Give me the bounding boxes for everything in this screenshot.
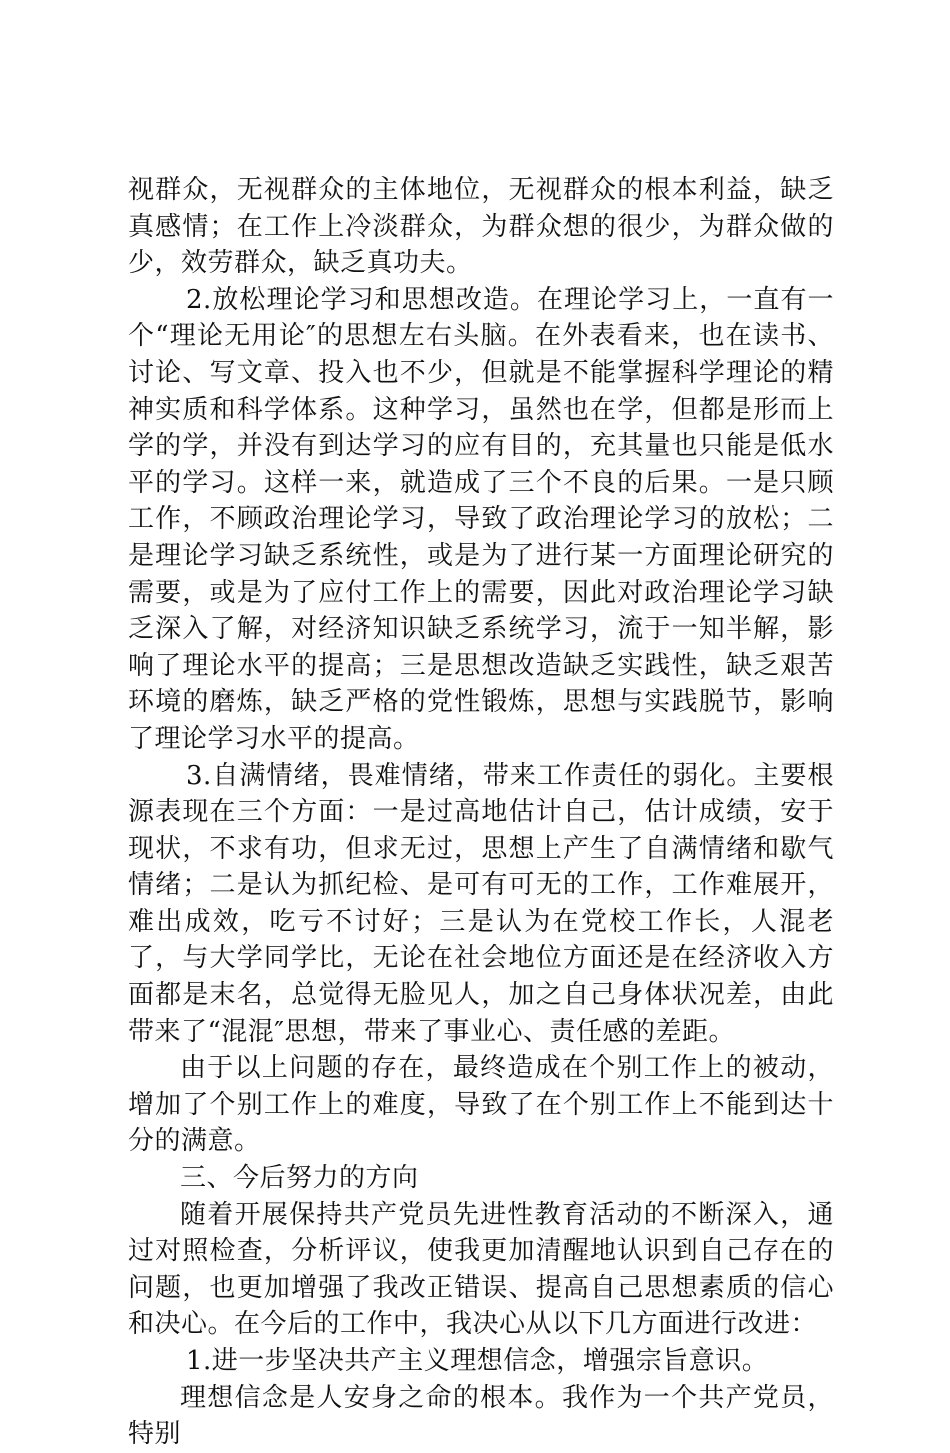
paragraph-continuation: 视群众，无视群众的主体地位，无视群众的根本利益，缺乏真感情；在工作上冷淡群众，为群众想的很少，为群众做的少，效劳群众，缺乏真功夫。 [128, 175, 834, 279]
section-heading: 三、今后努力的方向 [180, 1163, 419, 1194]
paragraph-intro: 随着开展保持共产党员先进性教育活动的不断深入，通过对照检查，分析评议，使我更加清醒地认识到自己存在的问题，也更加增强了我改正错误、提高自己思想素质的信心和决心。在今后的工作中，我决心从以下几方面进行改进： [128, 1199, 834, 1340]
body-text [128, 172, 834, 1453]
paragraph-item-1-body: 理想信念是人安身之命的根本。我作为一个共产党员，特别 [128, 1382, 834, 1450]
paragraph-item-3: 3.自满情绪，畏难情绪，带来工作责任的弱化。主要根源表现在三个方面：一是过高地估计自己，估计成绩，安于现状，不求有功，但求无过，思想上产生了自满情绪和歇气情绪；二是认为抓纪检、是可有可无的工作，工作难展开，难出成效，吃亏不讨好；三是认为在党校工作长，人混老了，与大学同学比，无论在社会地位方面还是在经济收入方面都是末名，总觉得无脸见人，加之自己身体状况差，由此带来了“混混″思想，带来了事业心、责任感的差距。 [128, 760, 834, 1047]
paragraph-item-1-heading: 1.进一步坚决共产主义理想信念，增强宗旨意识。 [186, 1346, 769, 1376]
paragraph-conclusion: 由于以上问题的存在，最终造成在个别工作上的被动，增加了个别工作上的难度，导致了在个别工作上不能到达十分的满意。 [128, 1053, 834, 1157]
paragraph-item-2: 2.放松理论学习和思想改造。在理论学习上，一直有一个“理论无用论″的思想左右头脑。在外表看来，也在读书、讨论、写文章、投入也不少，但就是不能掌握科学理论的精神实质和科学体系。这种学习，虽然也在学，但都是形而上学的学，并没有到达学习的应有目的，充其量也只能是低水平的学习。这样一来，就造成了三个不良的后果。一是只顾工作，不顾政治理论学习，导致了政治理论学习的放松；二是理论学习缺乏系统性，或是为了进行某一方面理论研究的需要，或是为了应付工作上的需要，因此对政治理论学习缺乏深入了解，对经济知识缺乏系统学习，流于一知半解，影响了理论水平的提高；三是思想改造缺乏实践性，缺乏艰苦环境的磨炼，缺乏严格的党性锻炼，思想与实践脱节，影响了理论学习水平的提高。 [128, 284, 834, 754]
